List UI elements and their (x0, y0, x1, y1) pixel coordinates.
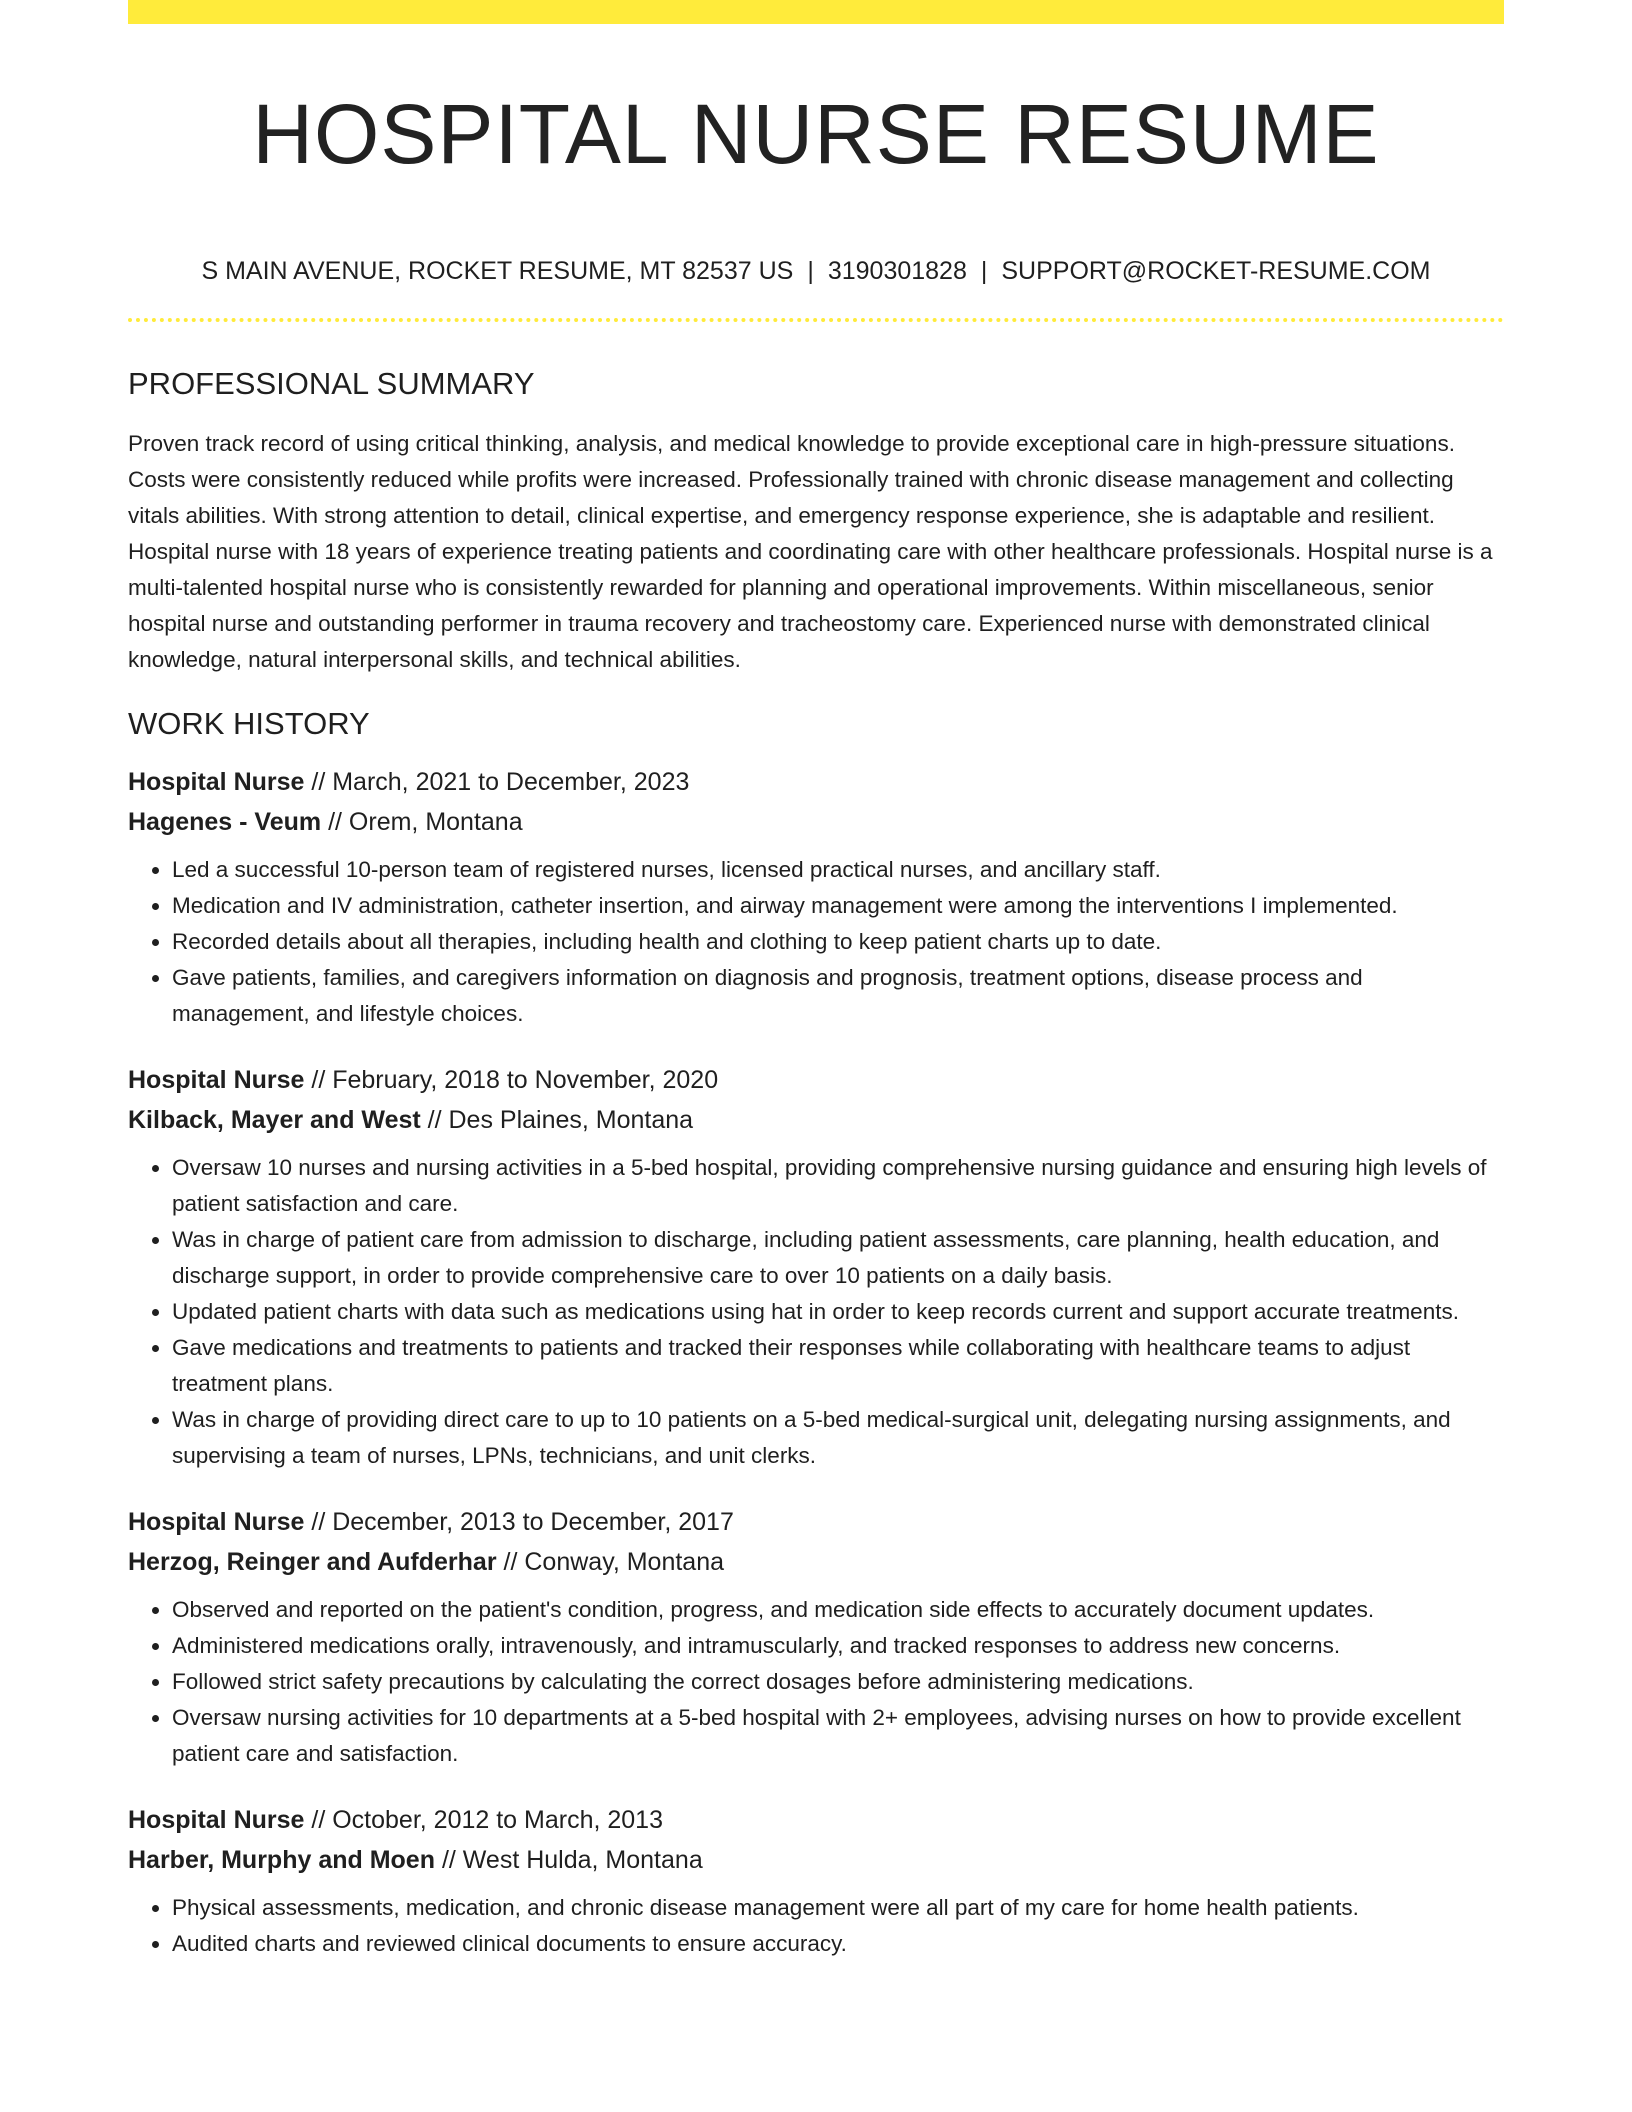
job-company-line (128, 1100, 1504, 1140)
contact-separator: | (807, 257, 814, 285)
job-dates: // March, 2021 to December, 2023 (311, 768, 690, 796)
resume-title: HOSPITAL NURSE RESUME (252, 87, 1380, 181)
header-divider (128, 318, 1504, 322)
job-duties-list (128, 1150, 1504, 1474)
resume-page (128, 0, 1504, 1990)
job-duty: • Recorded details about all therapies, including health and clothing to keep patient charts up to date. (172, 924, 1504, 960)
job-title-line (128, 1800, 1504, 1840)
job-duties-list (128, 1592, 1504, 1772)
job-duty: • Oversaw nursing activities for 10 departments at a 5-bed hospital with 2+ employees, advising nurses on how to provide excellent patient care and satisfaction. (172, 1700, 1504, 1772)
job-duty: • Gave medications and treatments to patients and tracked their responses while collaborating with healthcare teams to adjust treatment plans. (172, 1330, 1504, 1402)
job-company-line (128, 1542, 1504, 1582)
job-entry (128, 762, 1504, 1032)
job-duty: • Was in charge of patient care from admission to discharge, including patient assessments, care planning, health education, and discharge support, in order to provide comprehensive care to over 10 patients on a daily basis. (172, 1222, 1504, 1294)
job-entry (128, 1060, 1504, 1474)
contact-separator: | (980, 257, 988, 285)
job-title: Hospital Nurse (128, 1066, 305, 1094)
job-duties-list (128, 1890, 1504, 1962)
job-duty: • Gave patients, families, and caregivers information on diagnosis and prognosis, treatment options, disease process and management, and lifestyle choices. (172, 960, 1504, 1032)
contact-phone: 3190301828 (827, 257, 967, 285)
job-duty: • Medication and IV administration, catheter insertion, and airway management were among the interventions I implemented. (172, 888, 1504, 924)
summary-text: Proven track record of using critical thinking, analysis, and medical knowledge to provide exceptional care in high-pressure situations. Costs were consistently reduced while profits were increased. Professionally trained with chronic disease management and collecting vitals abilities. With strong attention to detail, clinical expertise, and emergency response experience, she is adaptable and resilient. Hospital nurse with 18 years of experience treating patients and coordinating care with other healthcare professionals. Hospital nurse is a multi-talented hospital nurse who is consistently rewarded for planning and operational improvements. Within miscellaneous, senior hospital nurse and outstanding performer in trauma recovery and tracheostomy care. Experienced nurse with demonstrated clinical knowledge, natural interpersonal skills, and technical abilities. (128, 431, 1493, 672)
job-company-line (128, 1840, 1504, 1880)
job-company: Herzog, Reinger and Aufderhar (128, 1548, 497, 1576)
job-dates: // February, 2018 to November, 2020 (311, 1066, 719, 1094)
job-duty: • Led a successful 10-person team of registered nurses, licensed practical nurses, and ancillary staff. (172, 852, 1504, 888)
job-company: Harber, Murphy and Moen (128, 1846, 435, 1874)
job-title-line (128, 1502, 1504, 1542)
top-accent-bar (128, 0, 1504, 24)
summary-heading: PROFESSIONAL SUMMARY (128, 366, 535, 401)
job-title-line (128, 1060, 1504, 1100)
job-duty: • Was in charge of providing direct care to up to 10 patients on a 5-bed medical-surgical unit, delegating nursing assignments, and supervising a team of nurses, LPNs, technicians, and unit clerks. (172, 1402, 1504, 1474)
job-location: // West Hulda, Montana (441, 1846, 703, 1874)
job-company: Kilback, Mayer and West (128, 1106, 421, 1134)
job-dates: // October, 2012 to March, 2013 (311, 1806, 663, 1834)
job-company-line (128, 802, 1504, 842)
job-title: Hospital Nurse (128, 1508, 305, 1536)
contact-email: SUPPORT@ROCKET-RESUME.COM (1001, 257, 1431, 285)
job-location: // Orem, Montana (328, 808, 523, 836)
contact-info (128, 254, 1504, 288)
job-dates: // December, 2013 to December, 2017 (311, 1508, 734, 1536)
job-duty: • Updated patient charts with data such as medications using hat in order to keep records current and support accurate treatments. (172, 1294, 1504, 1330)
job-duty: • Physical assessments, medication, and chronic disease management were all part of my care for home health patients. (172, 1890, 1504, 1926)
job-company: Hagenes - Veum (128, 808, 322, 836)
job-title: Hospital Nurse (128, 1806, 305, 1834)
job-title: Hospital Nurse (128, 768, 305, 796)
contact-address: S MAIN AVENUE, ROCKET RESUME, MT 82537 US (201, 257, 794, 285)
job-entry (128, 1502, 1504, 1772)
job-location: // Conway, Montana (503, 1548, 725, 1576)
work-history-list (128, 762, 1504, 1962)
job-duty: • Observed and reported on the patient's condition, progress, and medication side effects to accurately document updates. (172, 1592, 1504, 1628)
job-duty: • Administered medications orally, intravenously, and intramuscularly, and tracked responses to address new concerns. (172, 1628, 1504, 1664)
job-title-line (128, 762, 1504, 802)
job-entry (128, 1800, 1504, 1962)
job-duty: • Oversaw 10 nurses and nursing activities in a 5-bed hospital, providing comprehensive nursing guidance and ensuring high levels of patient satisfaction and care. (172, 1150, 1504, 1222)
job-duties-list (128, 852, 1504, 1032)
job-duty: • Followed strict safety precautions by calculating the correct dosages before administering medications. (172, 1664, 1504, 1700)
work-history-heading: WORK HISTORY (128, 706, 370, 741)
job-duty: • Audited charts and reviewed clinical documents to ensure accuracy. (172, 1926, 1504, 1962)
job-location: // Des Plaines, Montana (427, 1106, 694, 1134)
